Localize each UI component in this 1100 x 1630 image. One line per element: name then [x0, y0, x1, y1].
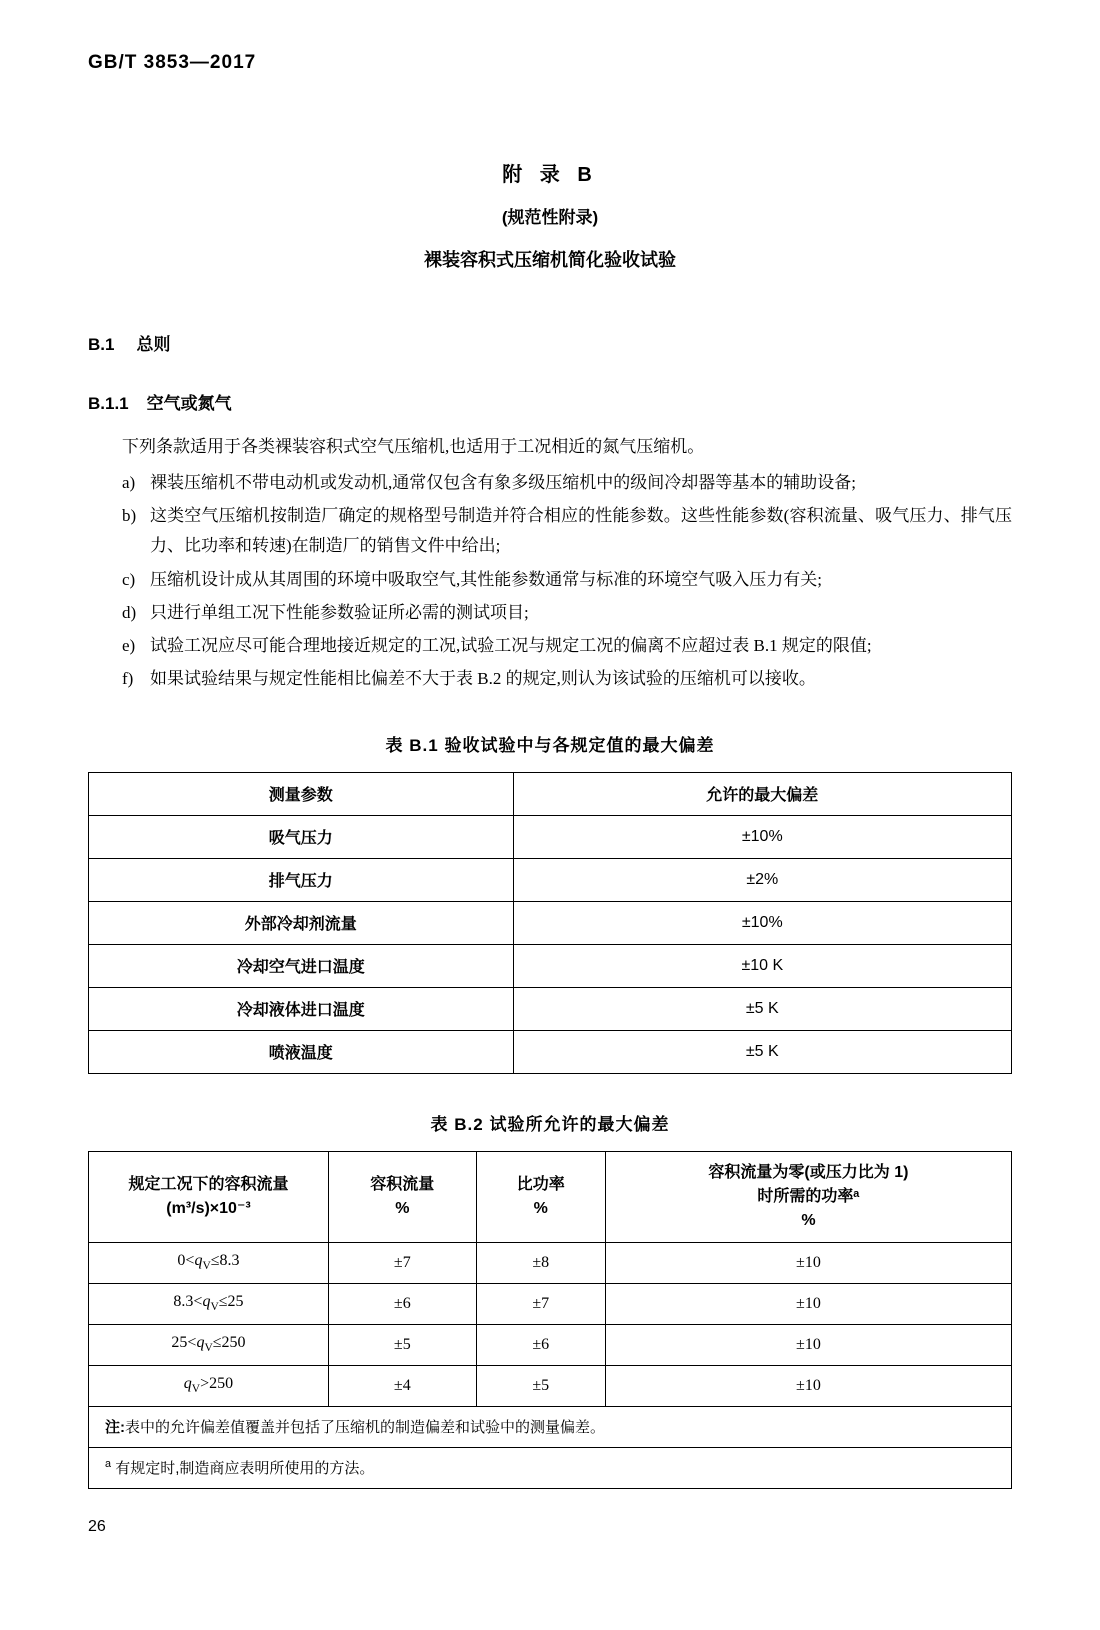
- table-cell-deviation: ±10%: [513, 901, 1011, 944]
- table-row: [89, 901, 1012, 944]
- table-cell-deviation: ±10%: [513, 815, 1011, 858]
- table-cell-deviation: ±5 K: [513, 1030, 1011, 1073]
- list-item-text: 试验工况应尽可能合理地接近规定的工况,试验工况与规定工况的偏离不应超过表 B.1 规定的限值;: [150, 636, 872, 655]
- page-number: 26: [88, 1518, 106, 1535]
- table-cell-zero-flow-power: ±10: [605, 1283, 1011, 1324]
- table-cell-volume-flow: ±4: [328, 1365, 476, 1406]
- list-item: [88, 664, 1012, 694]
- table-row: [89, 944, 1012, 987]
- range-subscript: V: [210, 1301, 219, 1314]
- range-variable: q: [183, 1375, 192, 1393]
- list-item: [88, 598, 1012, 628]
- section-heading-b1: [88, 330, 1012, 355]
- list-item: [88, 501, 1012, 562]
- range-subscript: V: [202, 1260, 211, 1273]
- note-label: 注:: [105, 1419, 125, 1436]
- table-cell-deviation: ±2%: [513, 858, 1011, 901]
- list-item-marker: c): [122, 569, 136, 589]
- table-b2-header-flow-range: [89, 1151, 329, 1242]
- annex-type: (规范性附录): [501, 208, 599, 227]
- footnote-text: 有规定时,制造商应表明所使用的方法。: [115, 1460, 375, 1477]
- table-row: [89, 1283, 1012, 1324]
- range-suffix: >250: [200, 1375, 234, 1393]
- table-cell-parameter: 冷却空气进口温度: [89, 944, 514, 987]
- table-b2-header-zero-flow-power: [605, 1151, 1011, 1242]
- table-row: [89, 815, 1012, 858]
- table-row: [89, 1324, 1012, 1365]
- section-number-b11: B.1.1: [88, 394, 129, 413]
- header-line: %: [533, 1199, 548, 1217]
- table-b1-header-deviation: 允许的最大偏差: [513, 772, 1011, 815]
- table-cell-zero-flow-power: ±10: [605, 1324, 1011, 1365]
- table-b2-header-specific-power: [476, 1151, 605, 1242]
- table-header-row: [89, 1151, 1012, 1242]
- table-cell-parameter: 吸气压力: [89, 815, 514, 858]
- table-cell-parameter: 冷却液体进口温度: [89, 987, 514, 1030]
- annex-name: 裸装容积式压缩机简化验收试验: [424, 250, 676, 270]
- clause-list: [88, 468, 1012, 695]
- list-item: [88, 631, 1012, 661]
- table-b2: [88, 1151, 1012, 1489]
- header-line: (m³/s)×10⁻³: [166, 1199, 251, 1217]
- table-footnote-row: [89, 1447, 1012, 1488]
- header-line: 容积流量: [370, 1175, 435, 1193]
- header-line: 比功率: [516, 1175, 565, 1193]
- table-cell-flow-range: [89, 1324, 329, 1365]
- section-title-b11: 空气或氮气: [146, 394, 232, 413]
- page-header-standard-number: GB/T 3853—2017: [88, 52, 257, 73]
- list-item-text: 只进行单组工况下性能参数验证所必需的测试项目;: [150, 602, 529, 622]
- section-title-b1: 总则: [136, 335, 171, 354]
- table-cell-zero-flow-power: ±10: [605, 1365, 1011, 1406]
- range-variable: q: [194, 1252, 203, 1270]
- table-cell-flow-range: [89, 1365, 329, 1406]
- section-heading-b11: [88, 389, 1012, 414]
- list-item-marker: d): [122, 602, 137, 622]
- list-item-text: 裸装压缩机不带电动机或发动机,通常仅包含有象多级压缩机中的级间冷却器等基本的辅助设备;: [150, 472, 856, 492]
- table-cell-flow-range: [89, 1242, 329, 1283]
- table-row: [89, 1030, 1012, 1073]
- list-item: [88, 468, 1012, 498]
- table-cell-volume-flow: ±5: [328, 1324, 476, 1365]
- table-b2-note: [89, 1406, 1012, 1447]
- range-prefix: 0<: [177, 1252, 195, 1270]
- table-b1-caption: 表 B.1 验收试验中与各规定值的最大偏差: [385, 735, 715, 755]
- annex-title: 附 录 B: [502, 164, 598, 186]
- range-subscript: V: [191, 1383, 201, 1396]
- list-item: [88, 565, 1012, 595]
- list-item-text: 如果试验结果与规定性能相比偏差不大于表 B.2 的规定,则认为该试验的压缩机可以接收。: [150, 669, 816, 689]
- range-suffix: ≤25: [218, 1293, 244, 1311]
- table-b2-caption: 表 B.2 试验所允许的最大偏差: [430, 1114, 670, 1134]
- table-cell-parameter: 排气压力: [89, 858, 514, 901]
- table-cell-zero-flow-power: ±10: [605, 1242, 1011, 1283]
- range-subscript: V: [204, 1342, 213, 1355]
- header-line: 容积流量为零(或压力比为 1): [708, 1163, 909, 1181]
- table-row: [89, 858, 1012, 901]
- list-item-marker: e): [122, 636, 136, 655]
- document-content: [88, 140, 1012, 1489]
- list-item-text: 压缩机设计成从其周围的环境中吸取空气,其性能参数通常与标准的环境空气吸入压力有关;: [150, 569, 822, 589]
- list-item-marker: f): [122, 669, 134, 689]
- table-cell-volume-flow: ±6: [328, 1283, 476, 1324]
- note-text: 表中的允许偏差值覆盖并包括了压缩机的制造偏差和试验中的测量偏差。: [125, 1419, 606, 1436]
- intro-paragraph: 下列条款适用于各类裸装容积式空气压缩机,也适用于工况相近的氮气压缩机。: [122, 437, 705, 456]
- table-cell-specific-power: ±7: [476, 1283, 605, 1324]
- table-cell-specific-power: ±5: [476, 1365, 605, 1406]
- table-row: [89, 987, 1012, 1030]
- header-line: %: [801, 1211, 816, 1229]
- table-row: [89, 1242, 1012, 1283]
- table-b1-header-parameter: 测量参数: [89, 772, 514, 815]
- range-variable: q: [202, 1293, 211, 1311]
- list-item-marker: a): [122, 472, 136, 492]
- table-cell-deviation: ±5 K: [513, 987, 1011, 1030]
- table-b2-header-volume-flow: [328, 1151, 476, 1242]
- table-row: [89, 1365, 1012, 1406]
- table-cell-parameter: 喷液温度: [89, 1030, 514, 1073]
- range-suffix: ≤250: [212, 1334, 246, 1352]
- table-cell-specific-power: ±8: [476, 1242, 605, 1283]
- table-cell-flow-range: [89, 1283, 329, 1324]
- section-number-b1: B.1: [88, 335, 115, 354]
- header-line: 时所需的功率ᵃ: [757, 1187, 860, 1205]
- table-b2-footnote: [89, 1447, 1012, 1488]
- range-prefix: 25<: [171, 1334, 197, 1352]
- table-cell-parameter: 外部冷却剂流量: [89, 901, 514, 944]
- table-header-row: [89, 772, 1012, 815]
- range-suffix: ≤8.3: [210, 1252, 240, 1270]
- header-line: %: [395, 1199, 410, 1217]
- range-prefix: 8.3<: [173, 1293, 203, 1311]
- table-cell-volume-flow: ±7: [328, 1242, 476, 1283]
- list-item-text: 这类空气压缩机按制造厂确定的规格型号制造并符合相应的性能参数。这些性能参数(容积流量、吸气压力、排气压力、比功率和转速)在制造厂的销售文件中给出;: [150, 506, 1012, 556]
- table-note-row: [89, 1406, 1012, 1447]
- table-cell-deviation: ±10 K: [513, 944, 1011, 987]
- table-b1: [88, 772, 1012, 1074]
- footnote-marker: a: [105, 1458, 112, 1470]
- table-cell-specific-power: ±6: [476, 1324, 605, 1365]
- range-variable: q: [196, 1334, 205, 1352]
- list-item-marker: b): [122, 506, 137, 525]
- header-line: 规定工况下的容积流量: [128, 1175, 289, 1193]
